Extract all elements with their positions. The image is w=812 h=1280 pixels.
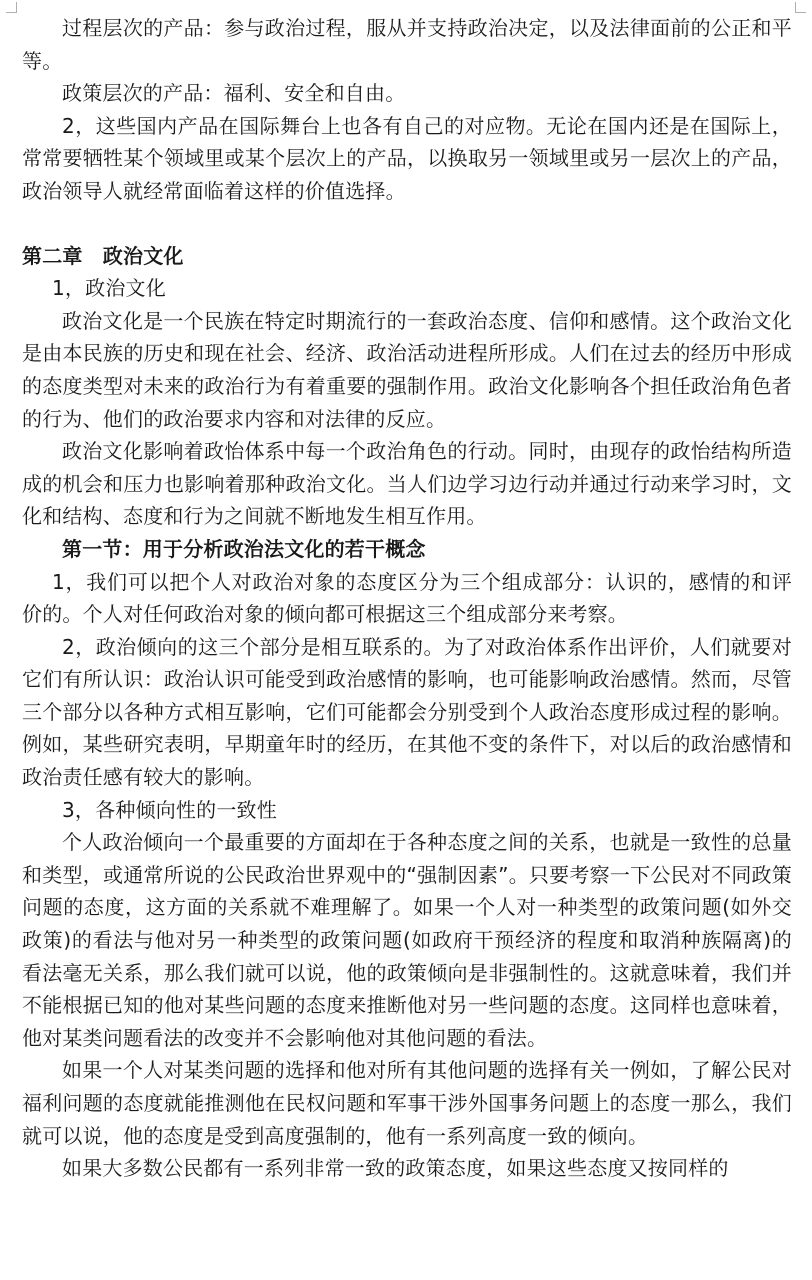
chapter-heading: 第二章 政治文化: [22, 243, 184, 268]
paragraph-three-components: 1，我们可以把个人对政治对象的态度区分为三个组成部分：认识的，感情的和评价的。个人对任何政治对象的倾向都可根据这三个组成部分来考察。: [22, 569, 792, 627]
paragraph-truncated: 如果大多数公民都有一系列非常一致的政策态度，如果这些态度又按同样的: [62, 1156, 729, 1181]
paragraph-political-culture-definition: 政治文化是一个民族在特定时期流行的一套政治态度、信仰和感情。这个政治文化是由本民族的历史和现在社会、经济、政治活动进程所形成。人们在过去的经历中形成的态度类型对未来的政治行为有着重要的强制作用。政治文化影响各个担任政治角色者的行为、他们的政治要求内容和对法律的反应。: [22, 308, 792, 431]
subheading-political-culture: 1，政治文化: [52, 276, 166, 301]
paragraph-process-level: 过程层次的产品：参与政治过程，服从并支持政治决定，以及法律面前的公正和平等。: [22, 16, 792, 73]
page-corner-mark: [795, 2, 806, 13]
paragraph-policy-level: 政策层次的产品：福利、安全和自由。: [62, 81, 406, 106]
page-corner-mark: [6, 2, 17, 13]
paragraph-international-counterparts: 2，这些国内产品在国际舞台上也各有自己的对应物。无论在国内还是在国际上，常常要牺牲某个领域里或某个层次上的产品，以换取另一领域里或另一层次上的产品，政治领导人就经常面临着这样的价值选择。: [22, 113, 792, 203]
subheading-consistency: 3，各种倾向性的一致性: [62, 797, 277, 822]
paragraph-constraint-factors: 个人政治倾向一个最重要的方面却在于各种态度之间的关系，也就是一致性的总量和类型，或通常所说的公民政治世界观中的“强制因素”。只要考察一下公民对不同政策问题的态度，这方面的关系就不难理解了。如果一个人对一种类型的政策问题(如外交政策)的看法与他对另一种类型的政策问题(如政府干预经济的程度和取消种族隔离)的看法毫无关系，那么我们就可以说，他的政策倾向是非强制性的。这就意味着，我们并不能根据已知的他对某些问题的态度来推断他对另一些问题的态度。这同样也意味着，他对某类问题看法的改变并不会影响他对其他问题的看法。: [22, 830, 792, 1050]
paragraph-components-interrelated: 2，政治倾向的这三个部分是相互联系的。为了对政治体系作出评价，人们就要对它们有所认识：政治认识可能受到政治感情的影响，也可能影响政治感情。然而，尽管三个部分以各种方式相互影响，它们可能都会分别受到个人政治态度形成过程的影响。例如，某些研究表明，早期童年时的经历，在其他不变的条件下，对以后的政治感情和政治责任感有较大的影响。: [22, 634, 792, 790]
section-heading: 第一节：用于分析政治法文化的若干概念: [62, 536, 426, 561]
paragraph-highly-constrained: 如果一个人对某类问题的选择和他对所有其他问题的选择有关一例如，了解公民对福利问题的态度就能推测他在民权问题和军事干涉外国事务问题上的态度一那么，我们就可以说，他的态度是受到高度强制的，他有一系列高度一致的倾向。: [22, 1058, 792, 1148]
paragraph-culture-structure-interaction: 政治文化影响着政怡体系中每一个政治角色的行动。同时，由现存的政怡结构所造成的机会和压力也影响着那种政治文化。当人们边学习边行动并通过行动来学习时，文化和结构、态度和行为之间就不断地发生相互作用。: [22, 439, 792, 529]
